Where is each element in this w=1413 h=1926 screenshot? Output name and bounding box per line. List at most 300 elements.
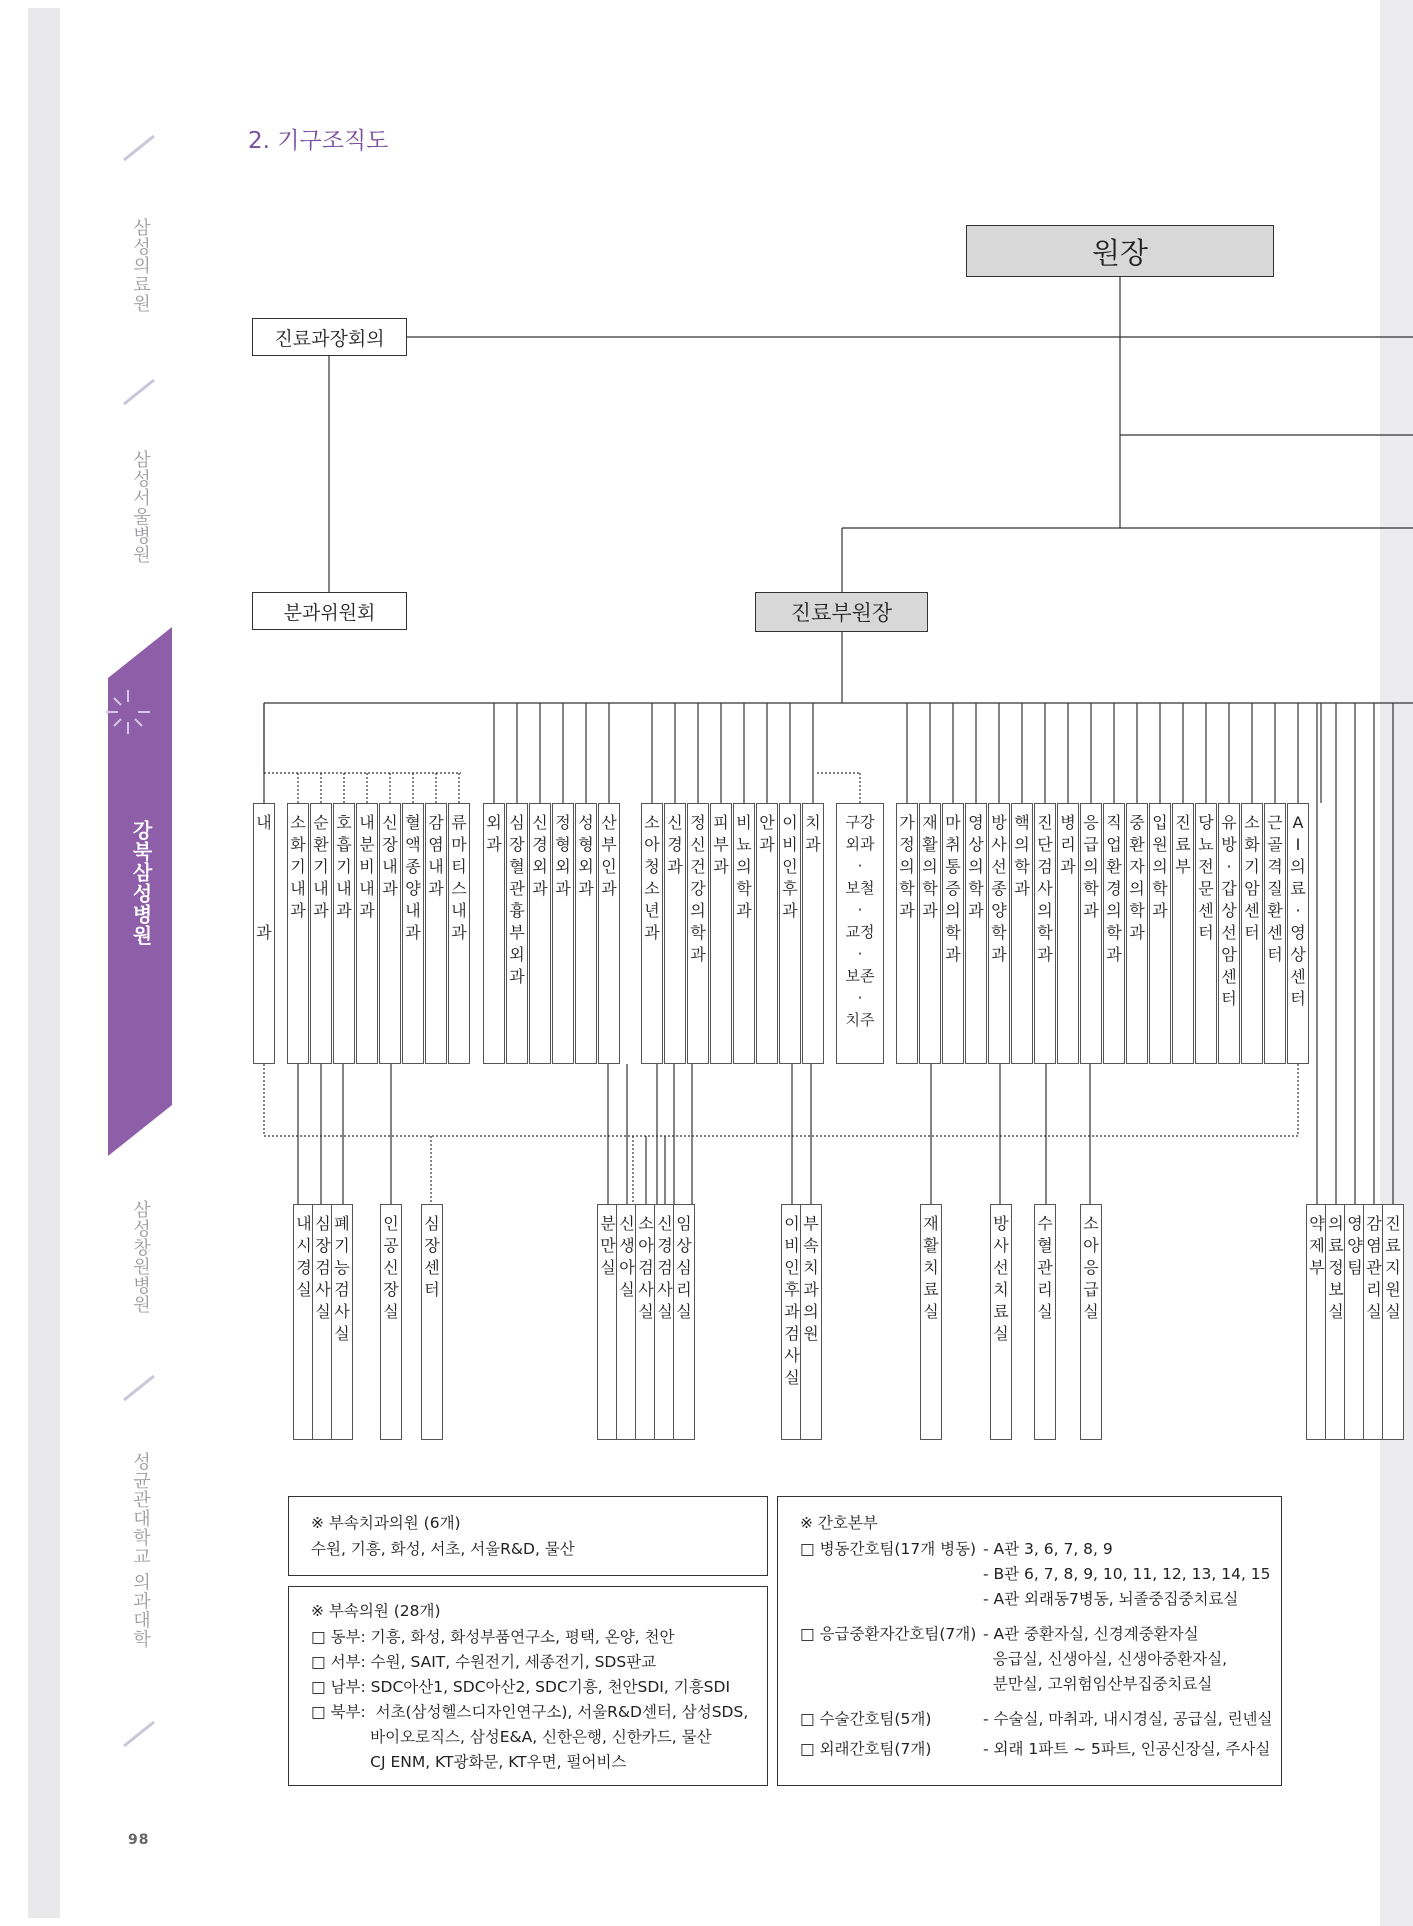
department-label-char: 영: [1290, 923, 1306, 942]
department-label-char: 전: [1198, 857, 1214, 876]
department-d30: [1011, 803, 1033, 1064]
department-d11: [506, 803, 528, 1064]
department-label-char: 문: [1198, 879, 1214, 898]
department-d19: [710, 803, 732, 1064]
department-label-char: ·: [857, 989, 863, 1007]
department-label-char: 의: [945, 901, 961, 920]
department-d38: [1195, 803, 1217, 1064]
department-d42: [1287, 803, 1309, 1064]
department-label-char: 기: [313, 857, 329, 876]
department-label-char: 가: [899, 813, 915, 832]
department-label-char: 보존: [845, 967, 875, 985]
unit-label-char: 검: [315, 1258, 331, 1277]
department-label-char: ·: [857, 857, 863, 875]
department-label-char: 자: [1129, 857, 1145, 876]
nursing-team-detail: 응급실, 신생아실, 신생아중환자실,: [983, 1650, 1228, 1668]
department-label-char: 병: [1060, 813, 1076, 832]
department-label-char: 선: [991, 857, 1007, 876]
unit-label-char: 과: [803, 1280, 819, 1299]
department-d20: [733, 803, 755, 1064]
unit-label-char: 분: [600, 1214, 616, 1233]
unit-label-char: 관: [1366, 1258, 1382, 1277]
department-label-char: 의: [1290, 857, 1306, 876]
department-label-char: 형: [578, 835, 594, 854]
department-label-char: 학: [1152, 879, 1168, 898]
unit-label-char: 센: [424, 1258, 440, 1277]
unit-u16: [1080, 1204, 1102, 1440]
unit-label-char: 실: [1385, 1302, 1401, 1321]
book-spine: [28, 8, 60, 1918]
sidebar-item-label: 강북삼성병원: [129, 820, 153, 946]
unit-label-char: 검: [784, 1324, 800, 1343]
department-label-char: 순: [313, 813, 329, 832]
department-label-char: 영: [968, 813, 984, 832]
department-label-char: 내: [336, 879, 352, 898]
unit-label-char: 실: [315, 1302, 331, 1321]
department-label-char: 의: [1152, 857, 1168, 876]
unit-label-char: 장: [383, 1280, 399, 1299]
unit-label-char: 사: [315, 1280, 331, 1299]
department-label-char: 기: [290, 857, 306, 876]
unit-label-char: 터: [424, 1280, 440, 1299]
department-label-char: 과: [1083, 901, 1099, 920]
clinics-note-line: □ 서부: 수원, SAIT, 수원전기, 세종전기, SDS판교: [311, 1653, 657, 1671]
department-d35: [1126, 803, 1148, 1064]
unit-label-char: 신: [619, 1214, 635, 1233]
clinics-note-line: □ 동부: 기흥, 화성, 화성부품연구소, 평택, 온양, 천안: [311, 1628, 675, 1646]
unit-label-char: 급: [1083, 1280, 1099, 1299]
unit-label-char: 상: [676, 1236, 692, 1255]
unit-label-char: 관: [1037, 1258, 1053, 1277]
department-label-char: 비: [736, 813, 752, 832]
department-label-char: 양: [991, 901, 1007, 920]
department-d14: [575, 803, 597, 1064]
department-label-char: 내: [359, 813, 375, 832]
department-label-char: 암: [1221, 945, 1237, 964]
unit-label-char: 료: [923, 1280, 939, 1299]
unit-label-char: 부: [1309, 1258, 1325, 1277]
department-label-char: 과: [532, 879, 548, 898]
unit-label-char: 사: [638, 1280, 654, 1299]
department-label-char: 과: [256, 923, 272, 942]
department-label-char: 근: [1267, 813, 1283, 832]
department-label-char: 과: [782, 901, 798, 920]
unit-label-char: 실: [600, 1258, 616, 1277]
department-label-char: 방: [991, 813, 1007, 832]
department-label-char: 내: [359, 879, 375, 898]
department-label-char: 의: [690, 901, 706, 920]
clinics-note-line: 바이오로직스, 삼성E&A, 신한은행, 신한카드, 물산: [311, 1728, 712, 1746]
department-label-char: 경: [1106, 879, 1122, 898]
department-d13: [552, 803, 574, 1064]
department-label-char: 터: [1221, 989, 1237, 1008]
department-label-char: 환: [1129, 835, 1145, 854]
department-label-char: 검: [1037, 857, 1053, 876]
unit-label-char: 실: [676, 1302, 692, 1321]
unit-label-char: 실: [993, 1324, 1009, 1343]
department-d10: [483, 803, 505, 1064]
department-label-char: 과: [359, 901, 375, 920]
department-label-char: 료: [1290, 879, 1306, 898]
department-d24: [836, 803, 884, 1064]
department-label-char: ·: [857, 945, 863, 963]
department-label-char: 직: [1106, 813, 1122, 832]
sidebar-item-skku-medicine[interactable]: [128, 1452, 152, 1655]
department-label-char: 과: [1060, 857, 1076, 876]
unit-label-char: 실: [638, 1302, 654, 1321]
nursing-team-name: □ 수술간호팀(5개): [800, 1710, 932, 1728]
council-box: 진료과장회의: [252, 318, 407, 356]
department-label-char: 학: [1129, 901, 1145, 920]
department-label-char: 내: [313, 879, 329, 898]
department-label-char: 인: [782, 857, 798, 876]
department-label-char: 류: [451, 813, 467, 832]
nursing-note-box: [777, 1496, 1282, 1786]
department-label-char: 학: [1083, 879, 1099, 898]
department-label-char: 외과: [845, 835, 875, 853]
unit-label-char: 리: [676, 1280, 692, 1299]
unit-label-char: 리: [1366, 1280, 1382, 1299]
department-label-char: 액: [405, 835, 421, 854]
department-label-char: 구강: [845, 813, 875, 831]
department-label-char: 안: [759, 813, 775, 832]
department-d25: [896, 803, 918, 1064]
unit-u05: [421, 1204, 443, 1440]
department-label-char: 통: [945, 857, 961, 876]
department-label-char: 상: [1290, 945, 1306, 964]
department-label-char: 외: [555, 857, 571, 876]
department-label-char: 과: [922, 901, 938, 920]
department-d01: [253, 803, 275, 1064]
dental-note-line: 수원, 기흥, 화성, 서초, 서울R&D, 물산: [311, 1540, 575, 1558]
department-label-char: 과: [1106, 945, 1122, 964]
department-label-char: 의: [922, 857, 938, 876]
department-label-char: 종: [991, 879, 1007, 898]
department-d27: [942, 803, 964, 1064]
unit-label-char: 사: [657, 1280, 673, 1299]
department-label-char: 단: [1037, 835, 1053, 854]
unit-label-char: 수: [1037, 1214, 1053, 1233]
department-label-char: 형: [555, 835, 571, 854]
unit-label-char: 료: [1385, 1236, 1401, 1255]
unit-label-char: 실: [1083, 1302, 1099, 1321]
department-label-char: 비: [359, 857, 375, 876]
department-label-char: 과: [486, 835, 502, 854]
department-d34: [1103, 803, 1125, 1064]
department-label-char: 터: [1290, 989, 1306, 1008]
department-label-char: 센: [1267, 923, 1283, 942]
department-label-char: 혈: [509, 857, 525, 876]
department-label-char: 학: [991, 923, 1007, 942]
department-label-char: 진: [1037, 813, 1053, 832]
department-label-char: 환: [1267, 901, 1283, 920]
unit-u03: [331, 1204, 353, 1440]
unit-label-char: 실: [923, 1302, 939, 1321]
department-label-char: 증: [945, 879, 961, 898]
unit-label-char: 진: [1385, 1214, 1401, 1233]
sidebar-item-label: 삼성의료원: [130, 218, 151, 313]
unit-label-char: 치: [993, 1280, 1009, 1299]
nursing-team-detail: - A관 3, 6, 7, 8, 9: [983, 1540, 1113, 1558]
unit-u12: [800, 1204, 822, 1440]
department-label-char: 정: [555, 813, 571, 832]
department-label-char: 사: [991, 835, 1007, 854]
department-d39: [1218, 803, 1240, 1064]
department-label-char: 경: [667, 835, 683, 854]
department-label-char: 학: [736, 879, 752, 898]
unit-label-char: 료: [1328, 1236, 1344, 1255]
unit-label-char: 심: [315, 1214, 331, 1233]
department-label-char: 아: [644, 835, 660, 854]
unit-label-char: 임: [676, 1214, 692, 1233]
department-label-char: 과: [313, 901, 329, 920]
department-label-char: 의: [968, 857, 984, 876]
department-label-char: 학: [922, 879, 938, 898]
unit-label-char: 재: [923, 1214, 939, 1233]
unit-label-char: 장: [315, 1236, 331, 1255]
department-d29: [988, 803, 1010, 1064]
department-label-char: 관: [509, 879, 525, 898]
unit-label-char: 심: [424, 1214, 440, 1233]
unit-label-char: 과: [784, 1302, 800, 1321]
department-label-char: 터: [1267, 945, 1283, 964]
unit-label-char: 공: [383, 1236, 399, 1255]
unit-label-char: 료: [993, 1302, 1009, 1321]
dental-note-box: [288, 1496, 768, 1576]
department-label-char: 중: [1129, 813, 1145, 832]
clinics-note-line: □ 남부: SDC아산1, SDC아산2, SDC기흥, 천안SDI, 기흥SDI: [311, 1678, 731, 1696]
department-d17: [664, 803, 686, 1064]
committee-box: 분과위원회: [252, 592, 407, 630]
department-label-char: 강: [690, 879, 706, 898]
unit-label-char: 제: [1309, 1236, 1325, 1255]
department-label-char: 과: [382, 879, 398, 898]
department-label-char: 과: [509, 967, 525, 986]
unit-label-char: 감: [1366, 1214, 1382, 1233]
unit-label-char: 검: [638, 1258, 654, 1277]
department-label-char: 과: [991, 945, 1007, 964]
department-label-char: 과: [736, 901, 752, 920]
unit-label-char: 장: [424, 1236, 440, 1255]
unit-label-char: 아: [638, 1236, 654, 1255]
department-label-char: 치: [805, 813, 821, 832]
nursing-team-detail: - B관 6, 7, 8, 9, 10, 11, 12, 13, 14, 15: [983, 1565, 1271, 1583]
unit-label-char: 신: [383, 1258, 399, 1277]
department-label-char: 소: [644, 813, 660, 832]
department-label-char: 뇨: [1198, 835, 1214, 854]
department-label-char: 업: [1106, 835, 1122, 854]
department-d37: [1172, 803, 1194, 1064]
department-label-char: 이: [782, 813, 798, 832]
department-label-char: 환: [313, 835, 329, 854]
department-d40: [1241, 803, 1263, 1064]
department-label-char: 장: [509, 835, 525, 854]
unit-label-char: 치: [803, 1258, 819, 1277]
department-label-char: 흡: [336, 835, 352, 854]
unit-label-char: 혈: [1037, 1236, 1053, 1255]
unit-label-char: 실: [334, 1324, 350, 1343]
unit-label-char: 사: [334, 1302, 350, 1321]
unit-label-char: 아: [619, 1258, 635, 1277]
department-label-char: 장: [382, 835, 398, 854]
unit-label-char: 생: [619, 1236, 635, 1255]
sidebar-item-samsung-medical[interactable]: [128, 218, 152, 319]
department-d41: [1264, 803, 1286, 1064]
department-label-char: 소: [644, 879, 660, 898]
department-d15: [598, 803, 620, 1064]
unit-label-char: 선: [993, 1258, 1009, 1277]
department-label-char: ·: [1295, 901, 1301, 920]
department-label-char: 의: [1014, 835, 1030, 854]
unit-label-char: 검: [657, 1258, 673, 1277]
department-label-char: 과: [713, 857, 729, 876]
department-d18: [687, 803, 709, 1064]
department-label-char: 내: [382, 857, 398, 876]
clinics-note-line: CJ ENM, KT광화문, KT우면, 펄어비스: [311, 1753, 627, 1771]
department-label-char: 의: [1037, 901, 1053, 920]
unit-label-char: 치: [923, 1258, 939, 1277]
nursing-team-name: □ 응급중환자간호팀(7개): [800, 1625, 977, 1643]
department-label-char: [254, 834, 274, 856]
department-label-char: 리: [1060, 835, 1076, 854]
department-label-char: A: [1292, 813, 1304, 832]
unit-u10: [673, 1204, 695, 1440]
department-d09: [448, 803, 470, 1064]
department-d02: [287, 803, 309, 1064]
department-d12: [529, 803, 551, 1064]
department-label-char: 화: [290, 835, 306, 854]
department-label-char: 과: [1152, 901, 1168, 920]
department-label-char: 학: [690, 923, 706, 942]
department-label-char: 정: [690, 813, 706, 832]
department-label-char: 외: [532, 857, 548, 876]
sidebar-item-label: 성균관대학교 의과대학: [130, 1452, 151, 1649]
department-label-char: 활: [922, 835, 938, 854]
department-label-char: 유: [1221, 813, 1237, 832]
department-label-char: 인: [601, 857, 617, 876]
department-label-char: 질: [1267, 879, 1283, 898]
department-label-char: 센: [1290, 967, 1306, 986]
dental-note-title: ※ 부속치과의원 (6개): [311, 1514, 461, 1532]
unit-label-char: 능: [334, 1258, 350, 1277]
section-title: 2. 기구조직도: [248, 128, 389, 154]
department-label-char: 입: [1152, 813, 1168, 832]
sidebar-item-changwon-hospital[interactable]: [128, 1200, 152, 1320]
department-label-char: [254, 900, 274, 922]
department-label-char: 피: [713, 813, 729, 832]
unit-label-char: 방: [993, 1214, 1009, 1233]
department-label-char: 과: [1037, 945, 1053, 964]
department-label-char: 혈: [405, 813, 421, 832]
clinics-note-title: ※ 부속의원 (28개): [311, 1602, 441, 1620]
department-label-char: [254, 856, 274, 878]
nursing-team-detail: - 수술실, 마취과, 내시경실, 공급실, 린넨실: [983, 1710, 1273, 1728]
department-label-char: 과: [945, 945, 961, 964]
page-edge: [1380, 0, 1413, 1926]
unit-label-char: 아: [1083, 1236, 1099, 1255]
unit-label-char: 의: [1328, 1214, 1344, 1233]
department-label-char: I: [1295, 835, 1301, 854]
department-label-char: 취: [945, 835, 961, 854]
unit-label-char: 심: [676, 1258, 692, 1277]
unit-u14: [990, 1204, 1012, 1440]
department-label-char: 터: [1244, 923, 1260, 942]
unit-label-char: 보: [1328, 1280, 1344, 1299]
unit-label-char: 원: [803, 1324, 819, 1343]
department-label-char: 응: [1083, 813, 1099, 832]
nursing-team-detail: - A관 외래동7병동, 뇌졸중집중치료실: [983, 1590, 1239, 1608]
department-label-char: 갑: [1221, 879, 1237, 898]
department-label-char: 암: [1244, 879, 1260, 898]
department-label-char: 과: [759, 835, 775, 854]
unit-label-char: 영: [1347, 1214, 1363, 1233]
nursing-team-name: □ 외래간호팀(7개): [800, 1740, 932, 1758]
department-d03: [310, 803, 332, 1064]
department-label-char: ·: [1226, 857, 1232, 876]
director-box: 원장: [966, 225, 1274, 277]
unit-label-char: 내: [296, 1214, 312, 1233]
department-label-char: 급: [1083, 835, 1099, 854]
department-label-char: 정: [899, 835, 915, 854]
department-d22: [779, 803, 801, 1064]
department-d04: [333, 803, 355, 1064]
sidebar-item-label: 삼성서울병원: [130, 450, 151, 564]
department-label-char: 심: [509, 813, 525, 832]
department-label-char: 과: [1014, 879, 1030, 898]
unit-label-char: 염: [1366, 1236, 1382, 1255]
unit-label-char: 약: [1309, 1214, 1325, 1233]
unit-label-char: 실: [1037, 1302, 1053, 1321]
department-label-char: 학: [1037, 923, 1053, 942]
department-label-char: 료: [1175, 835, 1191, 854]
unit-label-char: 인: [784, 1258, 800, 1277]
department-label-char: 내: [428, 857, 444, 876]
department-label-char: 스: [451, 879, 467, 898]
department-label-char: 성: [578, 813, 594, 832]
unit-label-char: 활: [923, 1236, 939, 1255]
department-label-char: 환: [1106, 857, 1122, 876]
department-label-char: 과: [336, 901, 352, 920]
nursing-team-detail: - 외래 1파트 ~ 5파트, 인공신장실, 주사실: [983, 1740, 1271, 1758]
sidebar-item-label: 삼성창원병원: [130, 1200, 151, 1314]
unit-label-char: 실: [657, 1302, 673, 1321]
department-label-char: 비: [782, 835, 798, 854]
department-label-char: 학: [1014, 857, 1030, 876]
department-label-char: 진: [1175, 813, 1191, 832]
unit-label-char: 후: [784, 1280, 800, 1299]
unit-label-char: 경: [296, 1258, 312, 1277]
department-label-char: 내: [451, 901, 467, 920]
department-label-char: 양: [405, 879, 421, 898]
vice-director-box: 진료부원장: [755, 592, 928, 632]
sidebar-item-kangbuk-hospital[interactable]: [128, 820, 152, 952]
sidebar-item-seoul-hospital[interactable]: [128, 450, 152, 570]
department-label-char: 기: [336, 857, 352, 876]
unit-u15: [1034, 1204, 1056, 1440]
department-label-char: 부: [509, 923, 525, 942]
unit-label-char: 경: [657, 1236, 673, 1255]
department-label-char: 상: [1221, 901, 1237, 920]
unit-label-char: 인: [383, 1214, 399, 1233]
department-label-char: 치주: [845, 1011, 875, 1029]
unit-label-char: 사: [993, 1236, 1009, 1255]
clinics-note-box: [288, 1586, 768, 1786]
department-label-char: 과: [690, 945, 706, 964]
department-label-char: 외: [486, 813, 502, 832]
unit-label-char: 검: [334, 1280, 350, 1299]
department-d07: [402, 803, 424, 1064]
department-label-char: 교정: [845, 923, 875, 941]
